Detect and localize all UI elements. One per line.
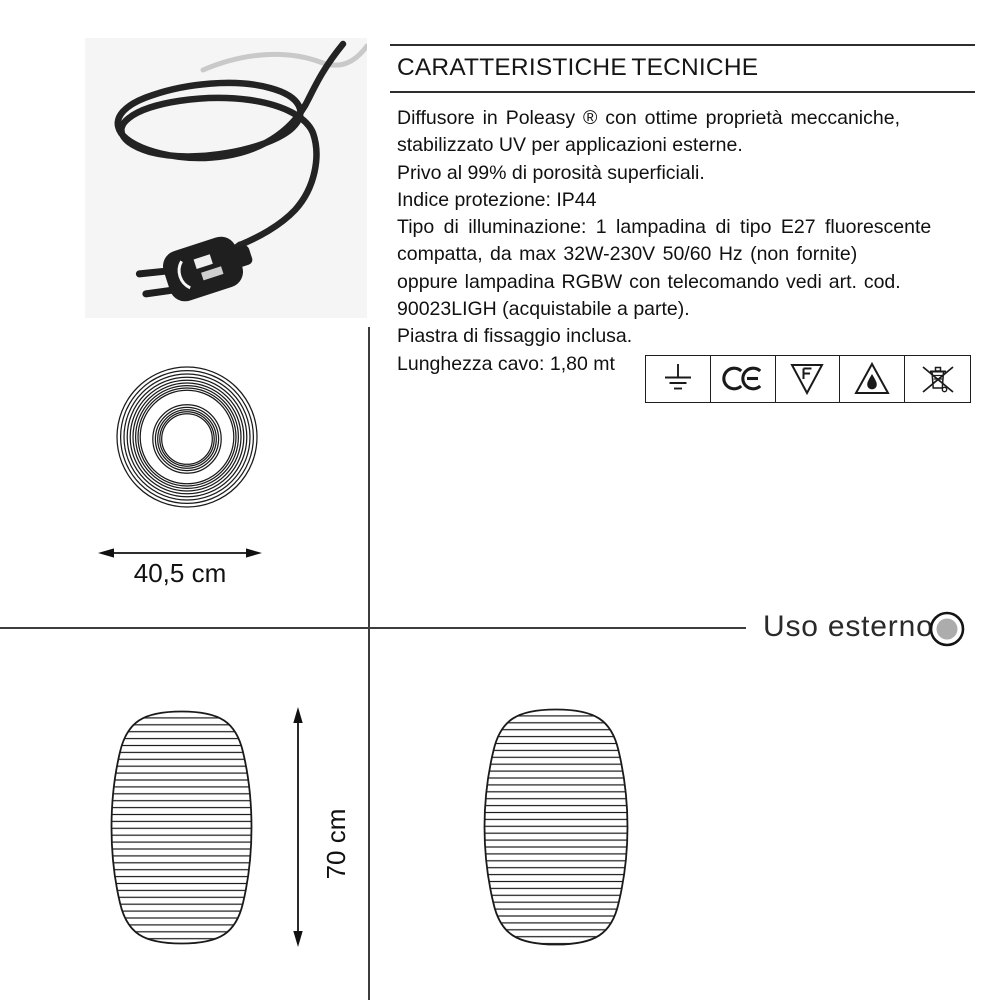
description-line: stabilizzato UV per applicazioni esterne.	[397, 134, 743, 157]
section-title: CARATTERISTICHE TECNICHE	[397, 54, 759, 81]
lamp-front-view-left	[110, 710, 253, 945]
description-line: Privo al 99% di porosità superficiali.	[397, 161, 705, 184]
power-cable-photo	[85, 38, 367, 318]
page-divider-vertical	[368, 327, 370, 1000]
description-line: Indice protezione: IP44	[397, 188, 597, 211]
lamp-front-view-right	[483, 708, 629, 946]
ce-mark-icon	[711, 356, 776, 402]
description-line: Piastra di fissaggio inclusa.	[397, 325, 633, 348]
outdoor-use-dot-icon	[928, 610, 966, 648]
description-line: compatta, da max 32W-230V 50/60 Hz (non fornite)	[397, 243, 858, 266]
height-arrow	[289, 707, 307, 947]
certification-strip	[645, 355, 971, 403]
title-rule-top	[390, 44, 975, 46]
uso-esterno-label: Uso esterno	[763, 610, 934, 643]
description-line: Tipo di illuminazione: 1 lampadina di tipo E27 fluorescente	[397, 216, 932, 239]
weee-crossed-bin-icon	[905, 356, 970, 402]
diameter-label: 40,5 cm	[133, 558, 227, 588]
description-line: Diffusore in Poleasy ® con ottime proprietà meccaniche,	[397, 107, 900, 129]
description-line: oppure lampadina RGBW con telecomando vedi art. cod.	[397, 270, 901, 293]
lamp-top-view	[116, 366, 258, 508]
page-divider-horizontal	[0, 627, 746, 629]
power-cable-drawing	[85, 38, 367, 318]
title-rule-bottom	[390, 91, 975, 93]
description-line: Lunghezza cavo: 1,80 mt	[397, 352, 615, 375]
technical-description	[397, 105, 972, 378]
description-line: 90023LIGH (acquistabile a parte).	[397, 298, 690, 321]
f-mark-triangle-icon	[776, 356, 841, 402]
drip-proof-triangle-icon	[840, 356, 905, 402]
earth-ground-icon	[646, 356, 711, 402]
height-label: 70 cm	[321, 808, 351, 880]
